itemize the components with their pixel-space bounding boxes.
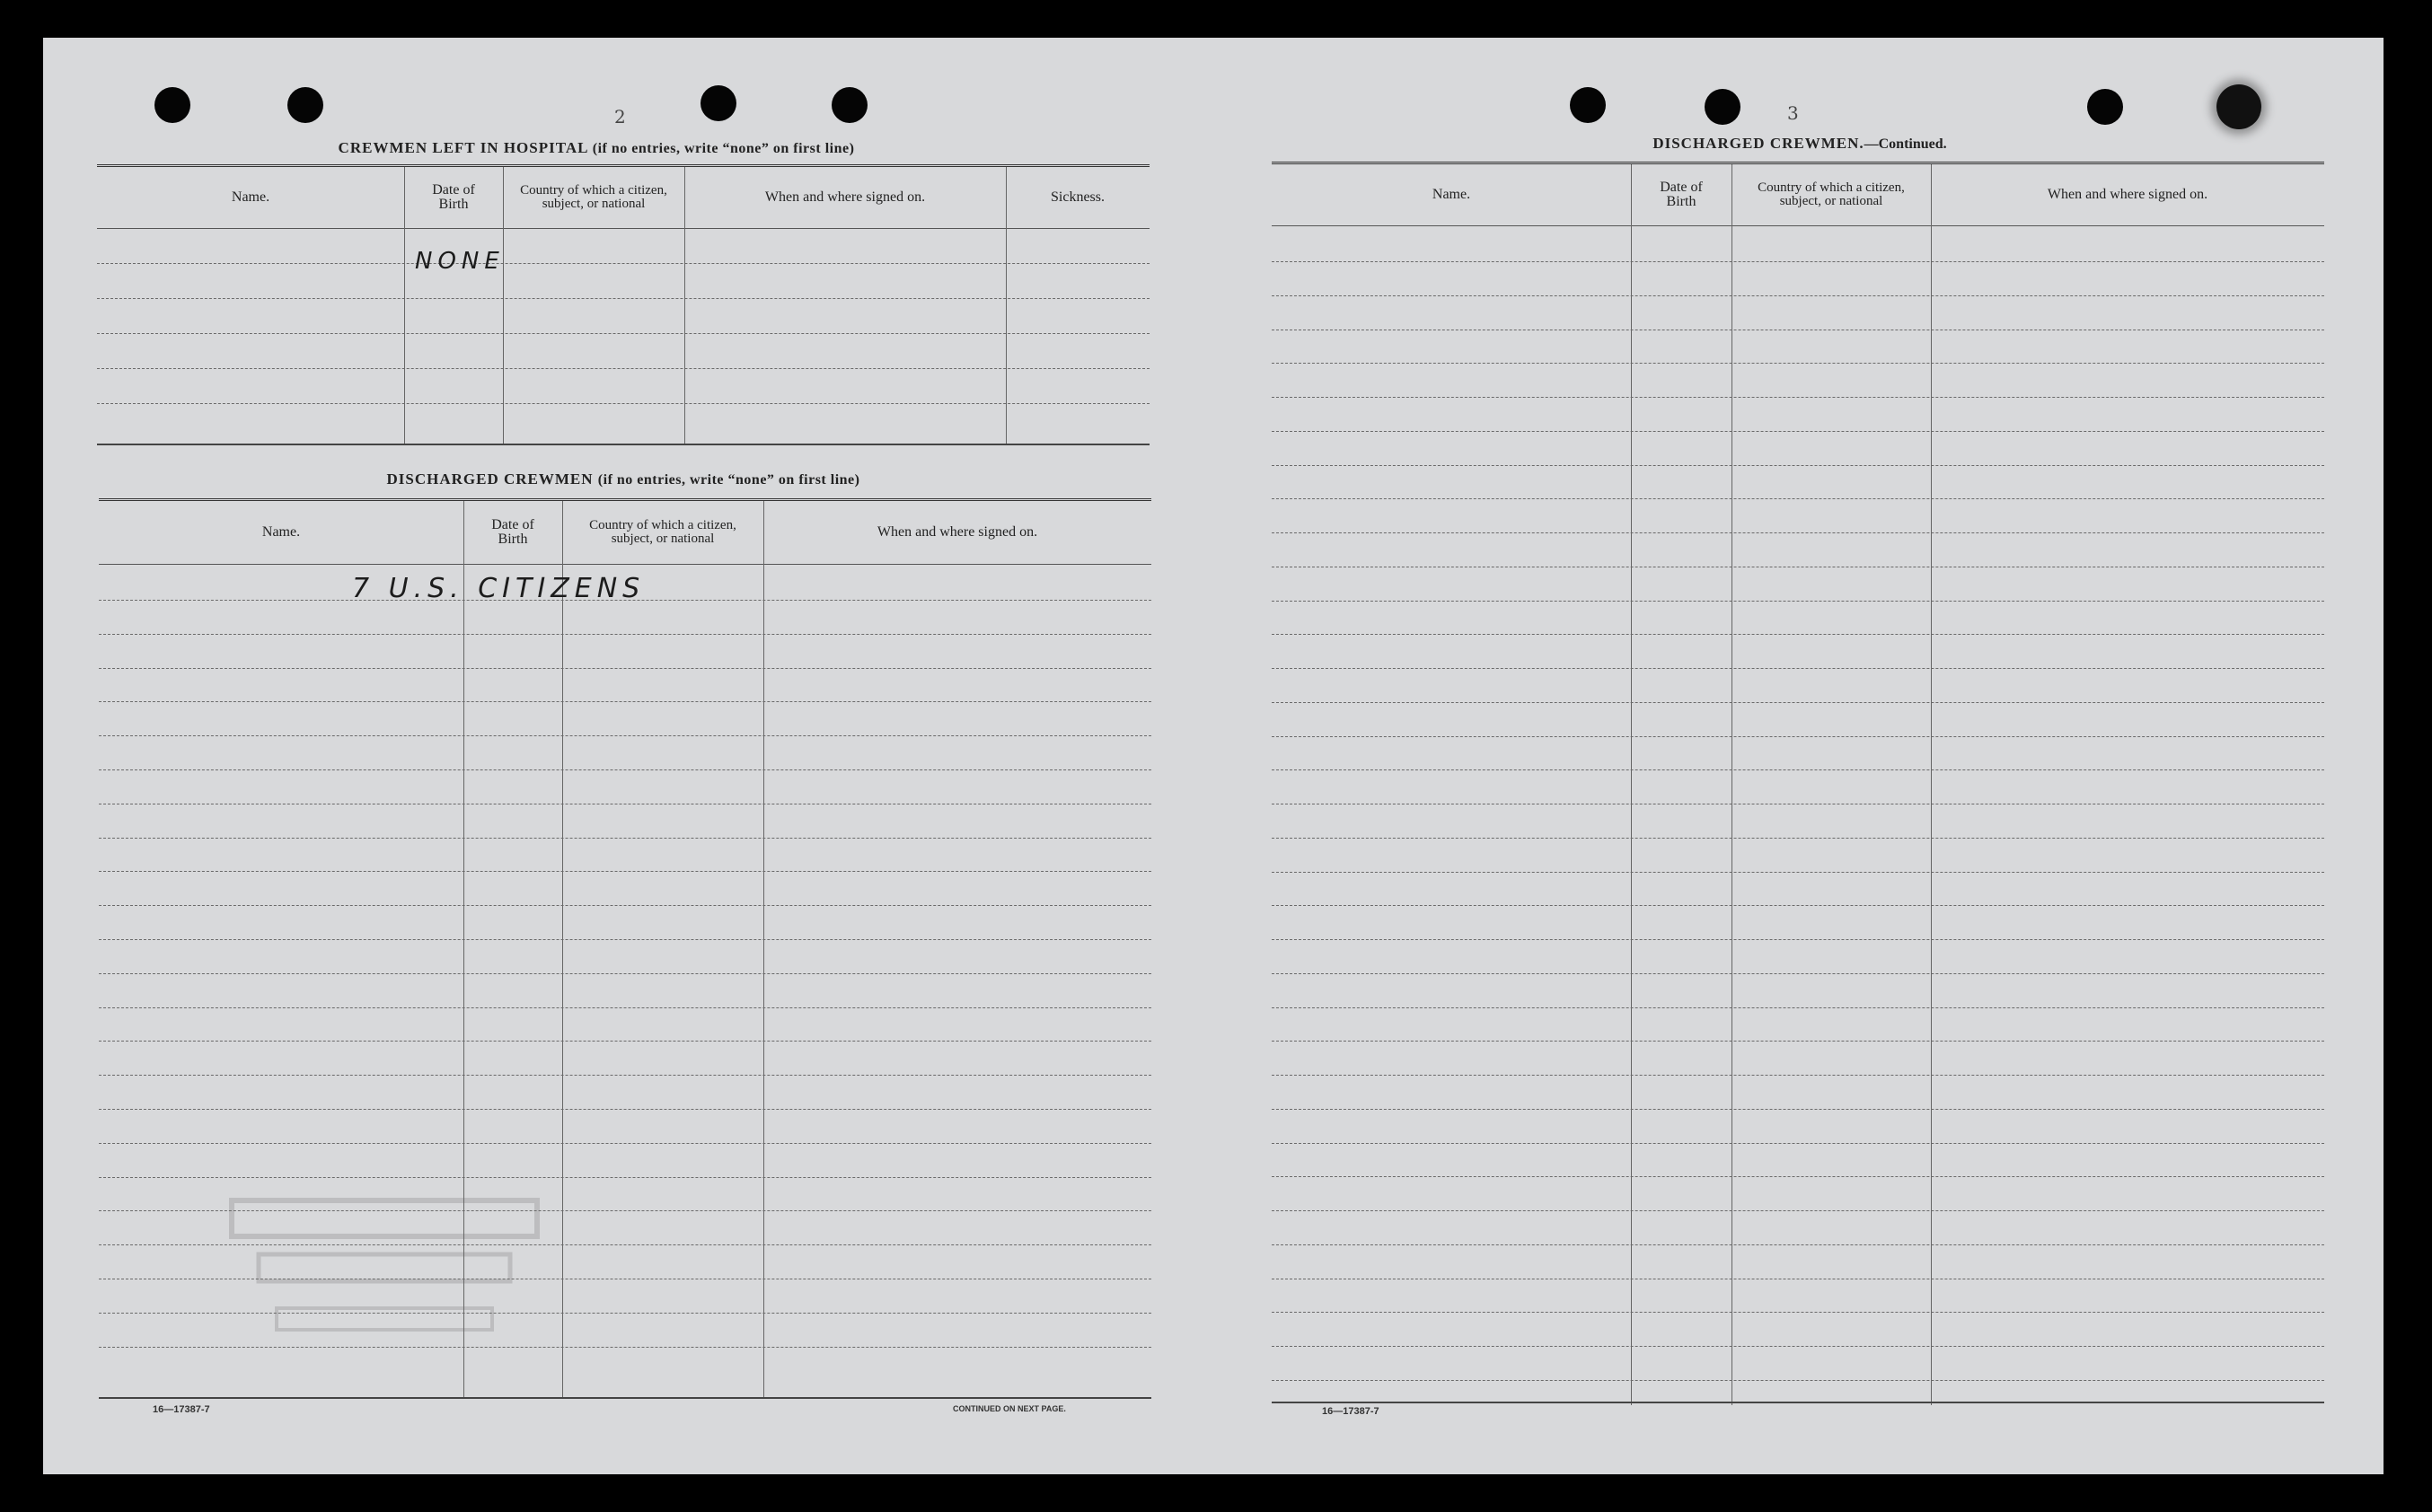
entry-line (1272, 1007, 2324, 1008)
col-header-name: Name. (231, 189, 270, 205)
entry-line (1272, 363, 2324, 364)
col-header-name: Name. (261, 524, 301, 540)
header-rule (99, 564, 1151, 565)
entry-line (97, 403, 1150, 404)
col-header-country: Country of which a citizen, subject, or national (1758, 180, 1905, 208)
entry-line (97, 263, 1150, 264)
entry-line (99, 838, 1151, 839)
punch-hole (2087, 89, 2123, 125)
entry-line (99, 1109, 1151, 1110)
entry-line (1272, 634, 2324, 635)
page-number-right: 3 (1787, 102, 1799, 124)
entry-line (1272, 601, 2324, 602)
entry-line (1272, 1109, 2324, 1110)
entry-line (97, 368, 1150, 369)
entry-line (1272, 872, 2324, 873)
entry-line (99, 1177, 1151, 1178)
entry-line (99, 871, 1151, 872)
entry-line (1272, 532, 2324, 533)
discharged-table (99, 498, 1151, 1399)
continued-title-suffix: —Continued. (1864, 136, 1947, 152)
hospital-instruction: (if no entries, write “none” on first line) (592, 141, 855, 156)
col-header-sickness: Sickness. (1051, 189, 1105, 205)
entry-line (99, 634, 1151, 635)
entry-line (1272, 1380, 2324, 1381)
discharged-section-title (97, 470, 1150, 488)
entry-line (1272, 1041, 2324, 1042)
header-rule (1272, 225, 2324, 226)
entry-line (99, 1313, 1151, 1314)
col-header-signed-on: When and where signed on. (764, 189, 926, 205)
column-divider (1931, 164, 1932, 1405)
hospital-table (97, 164, 1150, 445)
entry-line (1272, 1244, 2324, 1245)
entry-line (99, 939, 1151, 940)
entry-line (1272, 905, 2324, 906)
entry-line (99, 668, 1151, 669)
entry-line (1272, 1176, 2324, 1177)
entry-line (1272, 1346, 2324, 1347)
column-divider (1631, 164, 1632, 1405)
continued-section-title (1273, 135, 2326, 153)
entry-line (1272, 702, 2324, 703)
col-header-signed-on: When and where signed on. (2047, 187, 2208, 202)
table-bottom-rule (99, 1397, 1151, 1399)
table-bottom-rule (1272, 1402, 2324, 1403)
entry-line (99, 1244, 1151, 1245)
entry-line (1272, 1075, 2324, 1076)
punch-hole (832, 87, 868, 123)
continued-title-text: DISCHARGED CREWMEN. (1652, 135, 1864, 152)
entry-line (1272, 668, 2324, 669)
table-bottom-rule (97, 444, 1150, 445)
handwritten-seven-us-citizens: 7 U.S. CITIZENS (352, 573, 646, 604)
entry-line (1272, 431, 2324, 432)
entry-line (97, 333, 1150, 334)
burned-punch-hole (2216, 84, 2261, 129)
entry-line (99, 973, 1151, 974)
form-number-left: 16—17387-7 (153, 1404, 210, 1415)
column-divider (1731, 164, 1732, 1405)
entry-line (1272, 295, 2324, 296)
punch-hole (701, 85, 736, 121)
discharged-title-text: DISCHARGED CREWMEN (386, 470, 594, 488)
entry-line (99, 905, 1151, 906)
handwritten-none: NONE (415, 248, 505, 275)
entry-line (99, 1347, 1151, 1348)
entry-line (1272, 498, 2324, 499)
col-header-date-of-birth: Date of Birth (432, 182, 475, 212)
col-header-name: Name. (1432, 187, 1471, 202)
entry-line (99, 1041, 1151, 1042)
col-header-date-of-birth: Date of Birth (1660, 180, 1703, 209)
column-divider (463, 501, 464, 1399)
punch-hole (154, 87, 190, 123)
entry-line (1272, 261, 2324, 262)
entry-line (97, 298, 1150, 299)
entry-line (99, 769, 1151, 770)
entry-line (1272, 973, 2324, 974)
continued-note: CONTINUED ON NEXT PAGE. (953, 1404, 1066, 1413)
discharged-continued-table (1272, 162, 2324, 1405)
header-rule (97, 228, 1150, 229)
entry-line (99, 1143, 1151, 1144)
page-number-left: 2 (614, 106, 626, 127)
col-header-country: Country of which a citizen, subject, or national (520, 183, 667, 211)
entry-line (99, 1075, 1151, 1076)
hospital-title-text: CREWMEN LEFT IN HOSPITAL (338, 139, 588, 156)
hospital-section-title (97, 139, 1096, 157)
col-header-signed-on: When and where signed on. (877, 524, 1038, 540)
column-divider (562, 501, 563, 1399)
entry-line (1272, 1210, 2324, 1211)
entry-line (1272, 769, 2324, 770)
entry-line (99, 1210, 1151, 1211)
entry-line (1272, 736, 2324, 737)
discharged-instruction: (if no entries, write “none” on first line) (597, 472, 860, 488)
entry-line (1272, 397, 2324, 398)
punch-hole (1705, 89, 1740, 125)
punch-hole (1570, 87, 1606, 123)
col-header-date-of-birth: Date of Birth (491, 517, 534, 547)
manifest-sheet (43, 38, 2384, 1474)
entry-line (99, 1007, 1151, 1008)
entry-line (1272, 1312, 2324, 1313)
form-number-right: 16—17387-7 (1322, 1406, 1379, 1417)
entry-line (1272, 939, 2324, 940)
entry-line (1272, 1143, 2324, 1144)
column-divider (763, 501, 764, 1399)
entry-line (99, 735, 1151, 736)
entry-line (99, 701, 1151, 702)
entry-line (1272, 465, 2324, 466)
col-header-country: Country of which a citizen, subject, or national (589, 518, 736, 546)
punch-hole (287, 87, 323, 123)
entry-line (1272, 838, 2324, 839)
